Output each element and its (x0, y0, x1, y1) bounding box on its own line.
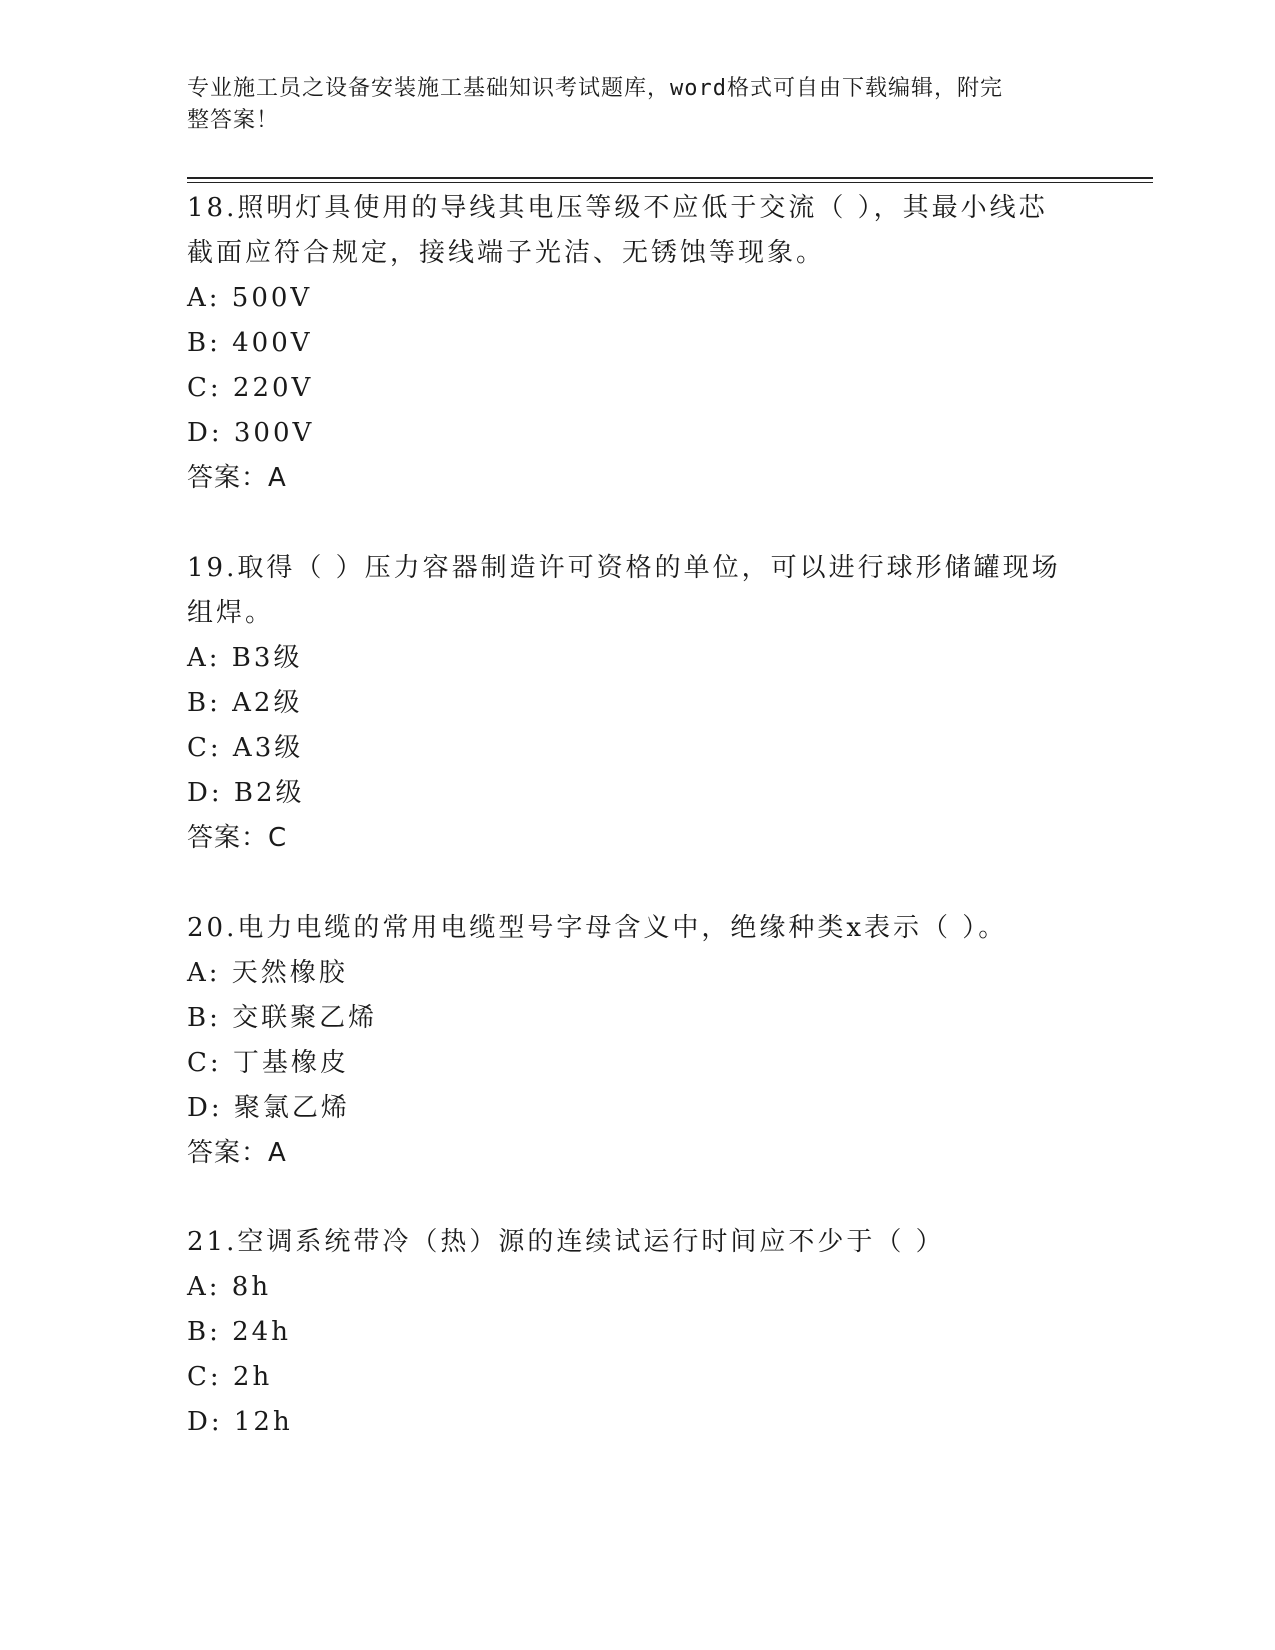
option-a: A: 天然橡胶 (187, 958, 348, 988)
question-stem-line-1: 18.照明灯具使用的导线其电压等级不应低于交流（ ），其最小线芯 (187, 193, 1048, 223)
option-b: B: 交联聚乙烯 (187, 1003, 378, 1033)
answer: 答案：C (187, 823, 288, 853)
option-d: D: 300V (187, 418, 315, 448)
option-a: A: 500V (187, 283, 313, 313)
header-divider-thin (187, 182, 1153, 183)
option-d: D: 12h (187, 1407, 293, 1437)
question-stem-line-2: 截面应符合规定，接线端子光洁、无锈蚀等现象。 (187, 238, 826, 268)
header-line-2: 整答案！ (187, 108, 280, 133)
option-b: B: 24h (187, 1317, 291, 1347)
option-c: C: 220V (187, 373, 314, 403)
question-stem-line-2: 组焊。 (187, 598, 275, 628)
option-b: B: 400V (187, 328, 313, 358)
question-stem-line-1: 20.电力电缆的常用电缆型号字母含义中，绝缘种类x表示（ ）。 (187, 913, 1008, 943)
question-stem-line-1: 19.取得（ ）压力容器制造许可资格的单位，可以进行球形储罐现场 (187, 553, 1061, 583)
option-c: C: 2h (187, 1362, 273, 1392)
question-18 (187, 186, 1067, 501)
option-b: B: A2级 (187, 688, 303, 718)
question-19 (187, 546, 1067, 861)
option-a: A: B3级 (187, 643, 303, 673)
answer: 答案：A (187, 1138, 287, 1168)
option-a: A: 8h (187, 1272, 272, 1302)
question-20 (187, 906, 1067, 1176)
answer: 答案：A (187, 463, 287, 493)
option-d: D: B2级 (187, 778, 305, 808)
header-divider-thick (187, 177, 1153, 179)
option-c: C: 丁基橡皮 (187, 1048, 349, 1078)
question-21 (187, 1220, 1067, 1445)
question-stem-line-1: 21.空调系统带冷（热）源的连续试运行时间应不少于（ ） (187, 1227, 945, 1257)
document-header (187, 73, 1067, 137)
option-d: D: 聚氯乙烯 (187, 1093, 350, 1123)
header-line-1: 专业施工员之设备安装施工基础知识考试题库，word格式可自由下载编辑，附完 (187, 76, 1003, 101)
option-c: C: A3级 (187, 733, 304, 763)
